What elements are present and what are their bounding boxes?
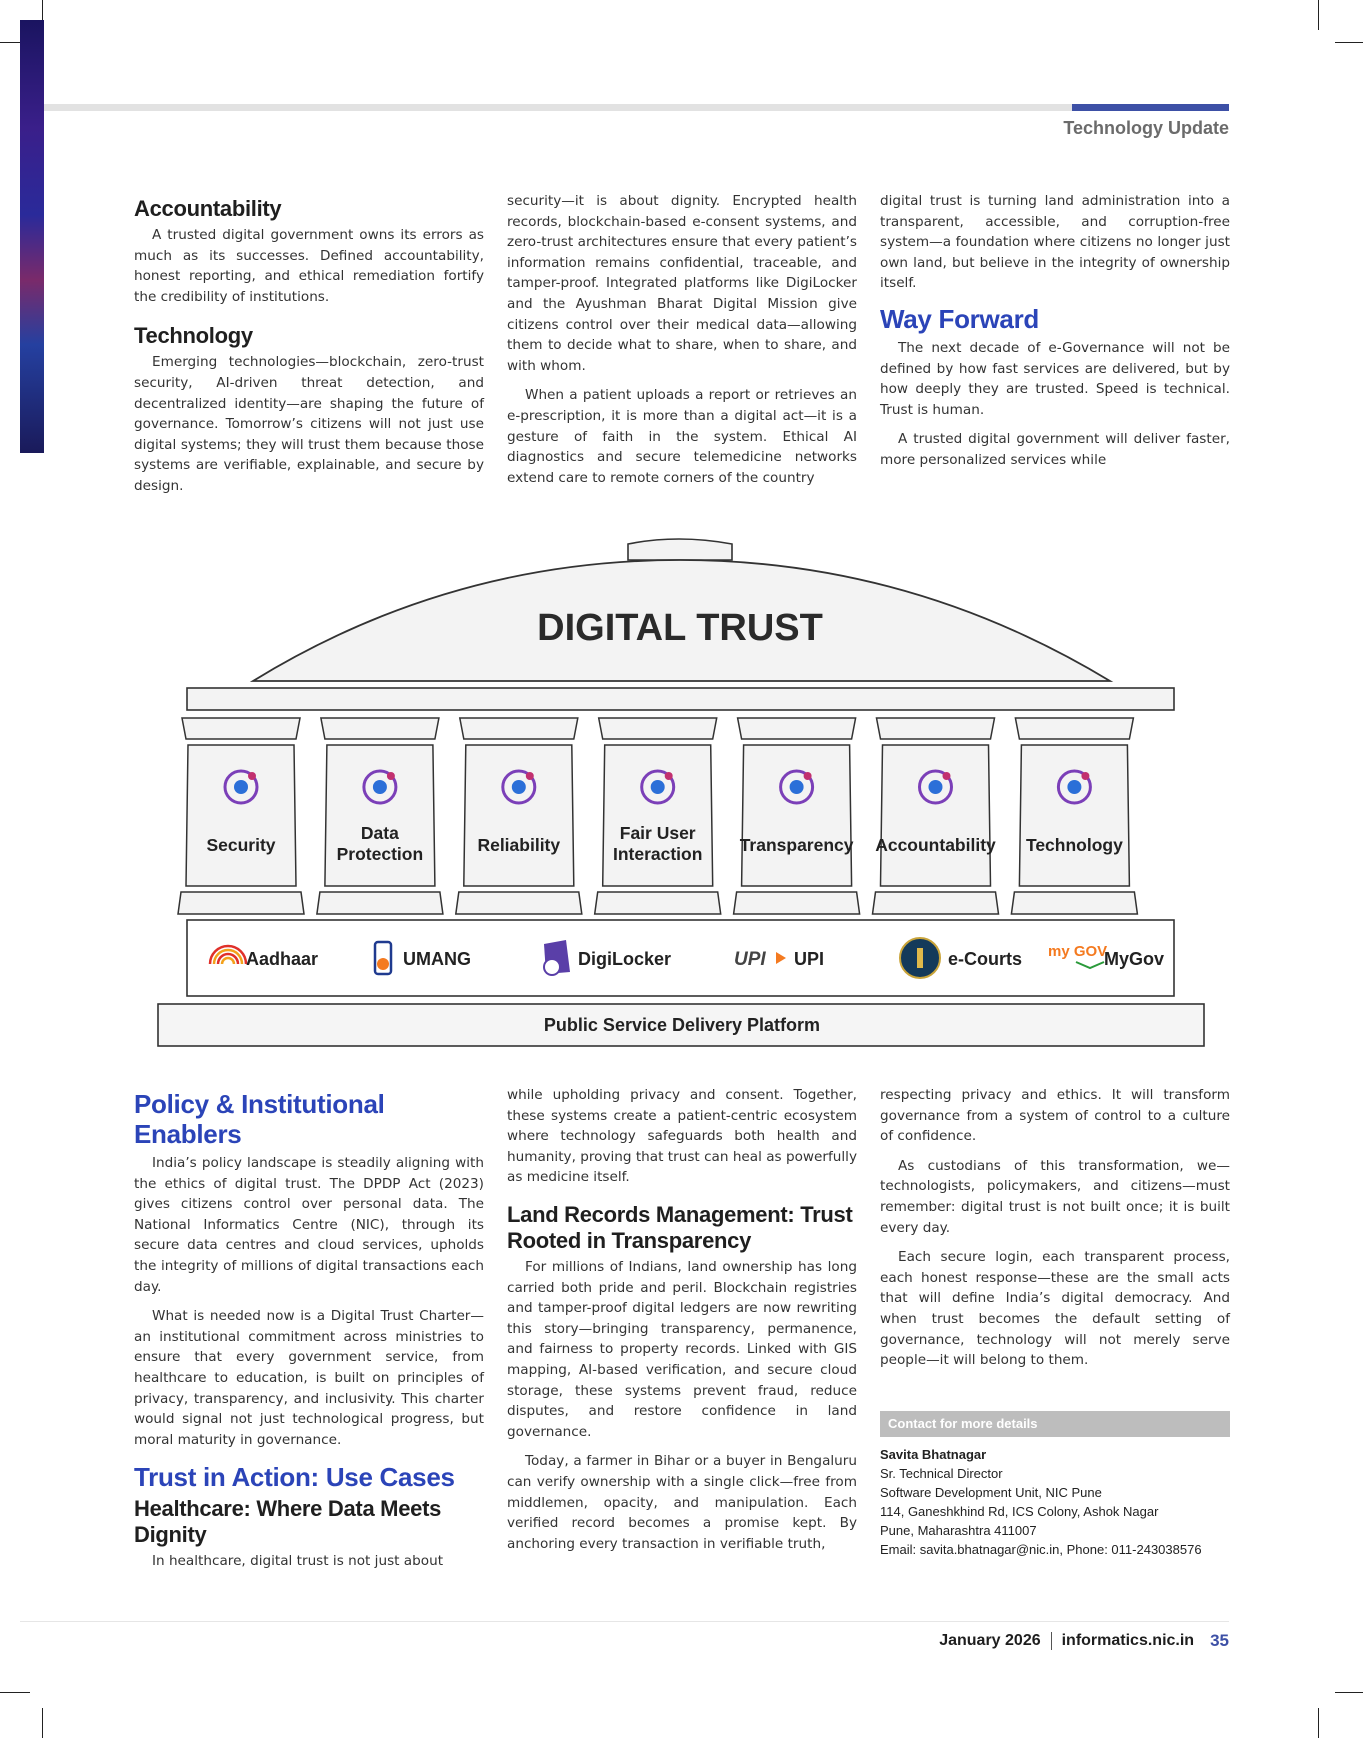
pillar xyxy=(734,718,860,914)
pillar-label: Reliability xyxy=(477,835,561,855)
pillar xyxy=(595,718,721,914)
footer-site: informatics.nic.in xyxy=(1061,1632,1195,1649)
platform-label: DigiLocker xyxy=(578,949,672,969)
paragraph: Each secure login, each transparent process, each honest response—these are the small acts that will define India’s digital democracy. And when trust becomes the default setting of governance, technology will not merely serve people—it will belong to them. xyxy=(880,1249,1230,1369)
pillar-label: Data Protection xyxy=(336,823,424,864)
paragraph: respecting privacy and ethics. It will transform governance from a system of control to a culture of confidence. xyxy=(880,1087,1230,1145)
paragraph: security—it is about dignity. Encrypted health records, blockchain-based e-consent systems, and zero-trust architectures ensure that every patient’s information remains confidential, traceable, and tamper-proof. Integrated platforms like DigiLocker and the Ayushman Bharat Digital Mission give citizens control over their medical data—allowing them to decide what to share, when to share, and with whom. xyxy=(507,193,857,374)
footer-rule xyxy=(20,1621,1229,1622)
heading-way-forward: Way Forward xyxy=(880,303,1039,334)
pillar-capital xyxy=(738,718,856,739)
base-label: Public Service Delivery Platform xyxy=(543,1015,821,1035)
header-accent-bar xyxy=(1072,104,1229,111)
pillar xyxy=(456,718,582,914)
heading-policy: Policy & Institutional Enablers xyxy=(134,1089,385,1149)
pillar-shaft xyxy=(881,745,991,886)
paragraph: while upholding privacy and consent. Together, these systems create a patient-centric ecosystem where technology safeguards both health and humanity, proving that trust can heal as powerfully as medicine itself. xyxy=(507,1087,857,1186)
ecourts-emblem-icon xyxy=(900,938,940,978)
contact-title: Sr. Technical Director xyxy=(880,1466,1003,1482)
contact-name: Savita Bhatnagar xyxy=(880,1447,987,1463)
paragraph: Today, a farmer in Bihar or a buyer in Bengaluru can verify ownership with a single click—free from middlemen, opacity, and manipulation. Each verified record becomes a promise kept. By anchoring every transaction in verifiable truth, xyxy=(507,1453,857,1552)
footer-separator xyxy=(1051,1632,1052,1650)
pillar xyxy=(1011,718,1137,914)
pillar xyxy=(873,718,999,914)
pillar-base xyxy=(317,892,443,914)
contact-city: Pune, Maharashtra 411007 xyxy=(880,1523,1037,1539)
page-footer xyxy=(939,1631,1229,1651)
crop-mark xyxy=(1318,1708,1319,1738)
digital-trust-diagram xyxy=(150,530,1210,1050)
heading-accountability: Accountability xyxy=(134,196,282,221)
pillar-shaft xyxy=(464,745,574,886)
pillar-shaft xyxy=(325,745,435,886)
heading-healthcare: Healthcare: Where Data Meets Dignity xyxy=(134,1496,442,1548)
paragraph: When a patient uploads a report or retrieves an e-prescription, it is more than a digital act—it is a gesture of faith in the system. Ethical AI diagnostics and secure telemedicine networks extend care to remote corners of the country xyxy=(507,387,857,486)
pillar-capital xyxy=(1015,718,1133,739)
column-3-bottom xyxy=(880,1085,1230,1559)
decorative-side-strip xyxy=(20,20,44,453)
heading-technology: Technology xyxy=(134,323,253,349)
column-2-bottom xyxy=(507,1085,857,1563)
pillar-base xyxy=(734,892,860,914)
pillar-shaft xyxy=(739,745,854,886)
crop-mark xyxy=(1335,42,1363,43)
header-rule xyxy=(44,104,1229,111)
pillar-base xyxy=(456,892,582,914)
pillar-capital xyxy=(877,718,995,739)
upi-logo-text: UPI xyxy=(734,949,766,970)
mygov-logo-text: my GOV xyxy=(1048,943,1108,960)
paragraph: A trusted digital government owns its errors as much as its successes. Defined accountability, honest reporting, and ethical remediation fortify the credibility of institutions. xyxy=(134,227,484,305)
column-3-top xyxy=(880,191,1230,480)
paragraph: What is needed now is a Digital Trust Charter—an institutional commitment across ministries to ensure that every government service, from healthcare to education, is built on principles of privacy, transparency, and inclusivity. This charter would signal not just technological progress, but moral maturity in governance. xyxy=(134,1308,484,1448)
crop-mark xyxy=(0,1692,30,1693)
crop-mark xyxy=(1318,0,1319,30)
pillar-capital xyxy=(460,718,578,739)
heading-trust-in-action: Trust in Action: Use Cases xyxy=(134,1462,455,1493)
pillar-label: Security xyxy=(206,835,276,855)
column-1-top xyxy=(134,192,484,506)
platform-band xyxy=(187,920,1174,996)
entablature xyxy=(187,688,1174,710)
paragraph: In healthcare, digital trust is not just about xyxy=(152,1553,444,1570)
platform-label: Aadhaar xyxy=(246,949,319,969)
contact-email-phone: Email: savita.bhatnagar@nic.in, Phone: 011-243038576 xyxy=(880,1542,1202,1558)
platform-label: e-Courts xyxy=(948,949,1023,969)
pillar-capital xyxy=(321,718,439,739)
digilocker-logo-icon xyxy=(544,940,570,975)
pillar-capital xyxy=(599,718,717,739)
pillar-shaft xyxy=(186,745,296,886)
footer-date: January 2026 xyxy=(939,1632,1041,1649)
pillar-shaft xyxy=(1019,745,1129,886)
pillar-capital xyxy=(182,718,300,739)
pillar-base xyxy=(1011,892,1137,914)
pillar-label: Technology xyxy=(1025,835,1123,855)
dome-cap xyxy=(628,539,732,560)
diagram-title: DIGITAL TRUST xyxy=(537,607,823,649)
paragraph: A trusted digital government will deliver faster, more personalized services while xyxy=(880,431,1230,468)
page-number: 35 xyxy=(1210,1631,1229,1650)
section-tag: Technology Update xyxy=(1063,118,1229,138)
pillars-group xyxy=(178,718,1137,914)
contact-address: 114, Ganeshkhind Rd, ICS Colony, Ashok Nagar xyxy=(880,1504,1159,1520)
platform-label: UMANG xyxy=(403,949,471,969)
crop-mark xyxy=(1335,1692,1363,1693)
platform-label: MyGov xyxy=(1104,949,1165,969)
pillar-label: Fair User Interaction xyxy=(612,823,703,864)
column-1-bottom xyxy=(134,1085,484,1581)
heading-land-records: Land Records Management: Trust Rooted in Transparency xyxy=(507,1201,853,1253)
paragraph: digital trust is turning land administration into a transparent, accessible, and corruption-free system—a foundation where citizens no longer just own land, but believe in the integrity of ownership itself. xyxy=(880,193,1230,292)
pillar-base xyxy=(178,892,304,914)
contact-heading: Contact for more details xyxy=(880,1411,1230,1438)
pillar-base xyxy=(595,892,721,914)
paragraph: Emerging technologies—blockchain, zero-trust security, AI-driven threat detection, and decentralized identity—are shaping the future of governance. Tomorrow’s citizens will not just use digital systems; they will trust them because those systems are verifiable, explainable, and secure by design. xyxy=(134,354,484,494)
pillar-shaft xyxy=(603,745,713,886)
platform-label: UPI xyxy=(794,949,825,969)
pillar xyxy=(317,718,443,914)
pillar-base xyxy=(873,892,999,914)
paragraph: For millions of Indians, land ownership has long carried both pride and peril. Blockchain registries and tamper-proof digital ledgers are now rewriting this story—bringing transparency, permanence, and fairness to property records. Linked with GIS mapping, AI-based verification, and secure cloud storage, these systems prevent fraud, reduce disputes, and restore confidence in land governance. xyxy=(507,1258,857,1440)
column-2-top xyxy=(507,191,857,497)
pillar-label: Accountability xyxy=(875,835,996,855)
pillar xyxy=(178,718,304,914)
pillar-label: Transparency xyxy=(739,835,854,855)
contact-unit: Software Development Unit, NIC Pune xyxy=(880,1485,1102,1501)
paragraph: As custodians of this transformation, we—technologists, policymakers, and citizens—must remember: digital trust is not built once; it is built every day. xyxy=(880,1157,1230,1236)
paragraph: India’s policy landscape is steadily aligning with the ethics of digital trust. The DPDP Act (2023) gives citizens control over personal data. The National Informatics Centre (NIC), through its secure data centres and cloud services, upholds the integrity of millions of digital transactions each day. xyxy=(134,1155,484,1295)
crop-mark xyxy=(42,1708,43,1738)
paragraph: The next decade of e-Governance will not be defined by how fast services are delivered, but by how deeply they are trusted. Speed is technical. Trust is human. xyxy=(880,339,1230,418)
